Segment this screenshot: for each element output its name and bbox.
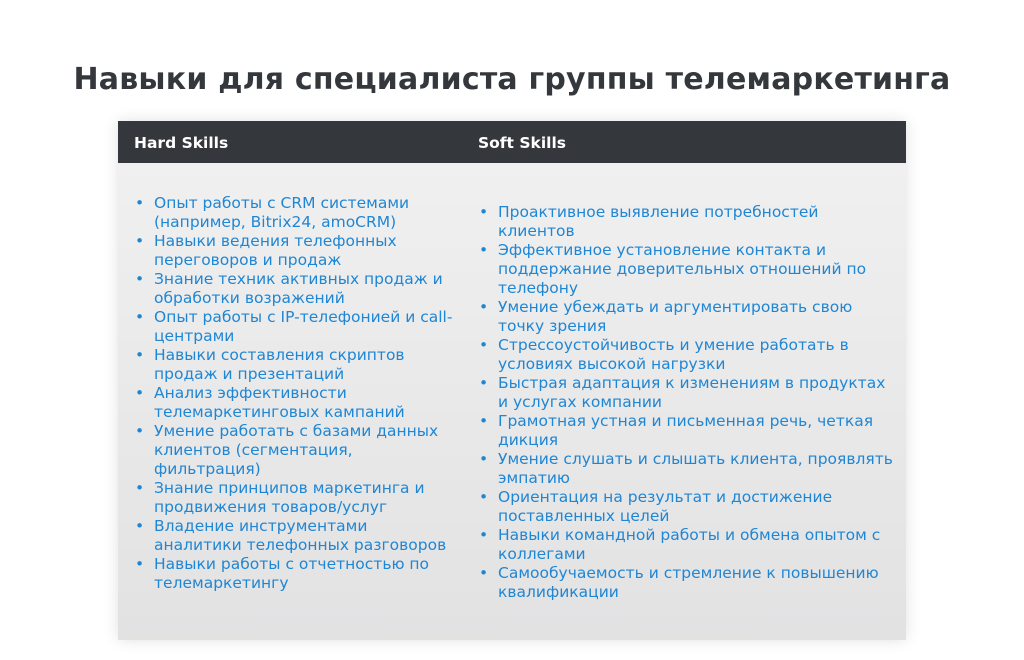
list-item: • Быстрая адаптация к изменениям в продуктах и услугах компании bbox=[479, 374, 899, 412]
list-item: • Грамотная устная и письменная речь, четкая дикция bbox=[479, 412, 899, 450]
list-item: • Самообучаемость и стремление к повышению квалификации bbox=[479, 564, 899, 602]
list-item: • Умение слушать и слышать клиента, проявлять эмпатию bbox=[479, 450, 899, 488]
list-item: • Знание принципов маркетинга и продвижения товаров/услуг bbox=[135, 479, 455, 517]
list-item: • Анализ эффективности телемаркетинговых кампаний bbox=[135, 384, 455, 422]
hard-skills-header: Hard Skills bbox=[134, 134, 229, 152]
soft-skills-header: Soft Skills bbox=[478, 134, 566, 152]
list-item: • Опыт работы с CRM системами (например, Bitrix24, amoCRM) bbox=[135, 194, 455, 232]
list-item: • Владение инструментами аналитики телефонных разговоров bbox=[135, 517, 455, 555]
skills-table bbox=[118, 121, 906, 640]
list-item: • Эффективное установление контакта и поддержание доверительных отношений по телефону bbox=[479, 241, 899, 298]
table-header bbox=[118, 121, 906, 163]
list-item: • Навыки работы с отчетностью по телемаркетингу bbox=[135, 555, 455, 593]
list-item: • Умение работать с базами данных клиентов (сегментация, фильтрация) bbox=[135, 422, 455, 479]
list-item: • Навыки ведения телефонных переговоров и продаж bbox=[135, 232, 455, 270]
list-item: • Навыки составления скриптов продаж и презентаций bbox=[135, 346, 455, 384]
list-item: • Ориентация на результат и достижение поставленных целей bbox=[479, 488, 899, 526]
hard-skills-list bbox=[135, 194, 455, 593]
list-item: • Проактивное выявление потребностей клиентов bbox=[479, 203, 899, 241]
list-item: • Опыт работы с IP-телефонией и call-центрами bbox=[135, 308, 455, 346]
list-item: • Умение убеждать и аргументировать свою точку зрения bbox=[479, 298, 899, 336]
list-item: • Навыки командной работы и обмена опытом с коллегами bbox=[479, 526, 899, 564]
page-title: Навыки для специалиста группы телемаркетинга bbox=[73, 62, 951, 97]
soft-skills-list bbox=[479, 203, 899, 602]
list-item: • Знание техник активных продаж и обработки возражений bbox=[135, 270, 455, 308]
list-item: • Стрессоустойчивость и умение работать в условиях высокой нагрузки bbox=[479, 336, 899, 374]
